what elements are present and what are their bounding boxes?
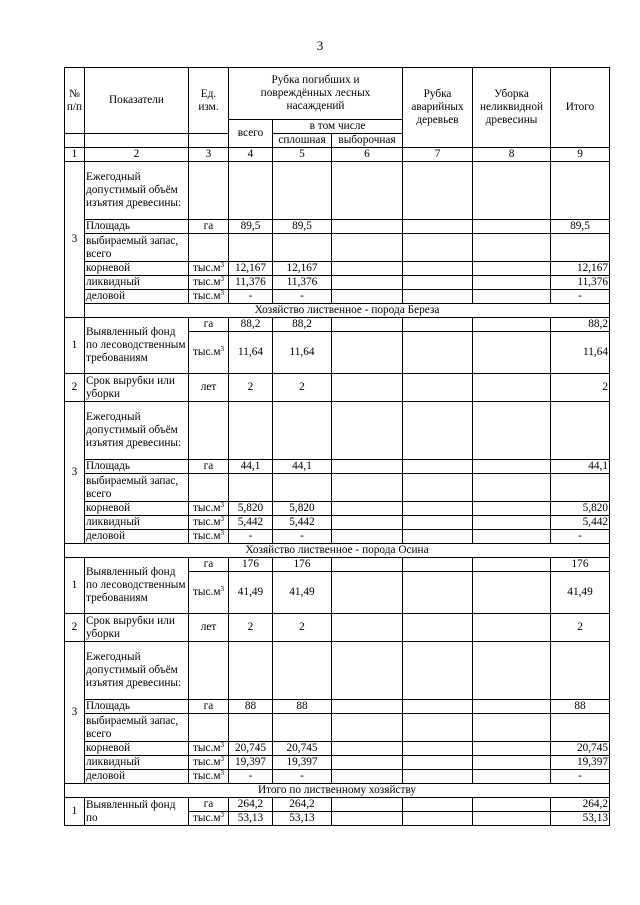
header-emergency: Рубка аварийных деревьев — [403, 68, 473, 148]
liquid-label: ликвидный — [85, 756, 189, 770]
table-row — [65, 742, 610, 756]
unit-m3: $тыс.м^3$ — [189, 770, 229, 784]
cell-total: 176 — [229, 558, 273, 572]
cell-clear: 88,2 — [273, 318, 332, 332]
cell-clear: - — [273, 770, 332, 784]
table-row — [65, 798, 610, 812]
area-label: Площадь — [85, 220, 189, 234]
cell-clear: 176 — [273, 558, 332, 572]
table-row — [65, 756, 610, 770]
cell-clear: 2 — [273, 614, 332, 642]
cell-itogo: 89,5 — [551, 220, 610, 234]
header-including: в том числе — [273, 120, 403, 134]
row-num: 2 — [65, 374, 85, 402]
unit-m3: $тыс.м^3$ — [189, 276, 229, 290]
table-row — [65, 530, 610, 544]
cell-itogo: - — [551, 770, 610, 784]
cell-itogo: 20,745 — [551, 742, 610, 756]
header-felling-dead: Рубка погибших и повреждённых лесных насаждений — [229, 68, 403, 120]
root-label: корневой — [85, 262, 189, 276]
table-row — [65, 262, 610, 276]
cell-total: 53,13 — [229, 812, 273, 826]
cell-itogo: 88 — [551, 700, 610, 714]
stock-label: выбираемый запас, всего — [85, 234, 189, 262]
section-title-aspen: Хозяйство лиственное - порода Осина — [65, 544, 610, 558]
cell-total: 88 — [229, 700, 273, 714]
unit-m3: $тыс.м^3$ — [189, 290, 229, 304]
table-row — [65, 516, 610, 530]
table-row — [65, 558, 610, 572]
cell-clear: - — [273, 530, 332, 544]
cell-total: 12,167 — [229, 262, 273, 276]
cell-clear: 89,5 — [273, 220, 332, 234]
col-number: 3 — [189, 148, 229, 162]
unit-m3: $тыс.м^3$ — [189, 332, 229, 374]
row-num: 3 — [65, 402, 85, 544]
cell-clear: 2 — [273, 374, 332, 402]
stock-label: выбираемый запас, всего — [85, 474, 189, 502]
col-number: 9 — [551, 148, 610, 162]
cell-clear: 53,13 — [273, 812, 332, 826]
table-row — [65, 374, 610, 402]
header-unit-blank — [189, 134, 229, 148]
table-row — [65, 220, 610, 234]
page-number: 3 — [316, 38, 324, 53]
header-indicators-blank — [85, 134, 189, 148]
cell-total: - — [229, 770, 273, 784]
header-unit: Ед. изм. — [189, 68, 229, 134]
cell-itogo: 264,2 — [551, 798, 610, 812]
annual-label: Ежегодный допустимый объём изъятия древесины: — [85, 162, 189, 220]
cell-itogo: 12,167 — [551, 262, 610, 276]
row-num: 1 — [65, 558, 85, 614]
cell-total: - — [229, 290, 273, 304]
area-label: Площадь — [85, 460, 189, 474]
header-total: всего — [229, 120, 273, 148]
felling-table — [64, 67, 610, 826]
cell-itogo: 176 — [551, 558, 610, 572]
cell-clear: 20,745 — [273, 742, 332, 756]
cell-itogo: 53,13 — [551, 812, 610, 826]
cell-itogo: - — [551, 290, 610, 304]
unit-ha: га — [189, 318, 229, 332]
cell-itogo: 19,397 — [551, 756, 610, 770]
cell-itogo: 44,1 — [551, 460, 610, 474]
cell-clear: 5,442 — [273, 516, 332, 530]
section-title-total: Итого по лиственному хозяйству — [65, 784, 610, 798]
cell-total: 5,820 — [229, 502, 273, 516]
business-label: деловой — [85, 530, 189, 544]
cell-total: 41,49 — [229, 572, 273, 614]
cell-clear: 88 — [273, 700, 332, 714]
fund-label: Выявленный фонд по лесоводственным требованиям — [85, 558, 189, 614]
term-label: Срок вырубки или уборки — [85, 374, 189, 402]
term-label: Срок вырубки или уборки — [85, 614, 189, 642]
unit-m3: $тыс.м^3$ — [189, 516, 229, 530]
liquid-label: ликвидный — [85, 276, 189, 290]
unit-ha: га — [189, 558, 229, 572]
cell-itogo: 88,2 — [551, 318, 610, 332]
cell-total: 88,2 — [229, 318, 273, 332]
annual-label: Ежегодный допустимый объём изъятия древесины: — [85, 642, 189, 700]
cell-itogo: 5,442 — [551, 516, 610, 530]
cell-clear: 44,1 — [273, 460, 332, 474]
cell-itogo: 5,820 — [551, 502, 610, 516]
unit-m3: $тыс.м^3$ — [189, 502, 229, 516]
cell-clear: 11,64 — [273, 332, 332, 374]
col-number: 1 — [65, 148, 85, 162]
row-num: 2 — [65, 614, 85, 642]
liquid-label: ликвидный — [85, 516, 189, 530]
root-label: корневой — [85, 502, 189, 516]
unit-m3: $тыс.м^3$ — [189, 262, 229, 276]
col-number: 6 — [332, 148, 403, 162]
header-itogo: Итого — [551, 68, 610, 148]
col-number: 8 — [473, 148, 551, 162]
cell-itogo: 2 — [551, 374, 610, 402]
header-clear: сплошная — [273, 134, 332, 148]
cell-clear: 12,167 — [273, 262, 332, 276]
cell-clear: - — [273, 290, 332, 304]
header-num: № п/п — [65, 68, 85, 134]
table-row — [65, 290, 610, 304]
cell-total: 2 — [229, 374, 273, 402]
table-row — [65, 700, 610, 714]
header-num-blank — [65, 134, 85, 148]
col-number: 5 — [273, 148, 332, 162]
column-number-row — [65, 148, 610, 162]
header-indicators: Показатели — [85, 68, 189, 134]
unit-ha: га — [189, 220, 229, 234]
business-label: деловой — [85, 770, 189, 784]
cell-total: - — [229, 530, 273, 544]
header-selective: выборочная — [332, 134, 403, 148]
cell-total: 2 — [229, 614, 273, 642]
table-row — [65, 276, 610, 290]
table-row — [65, 770, 610, 784]
cell-clear: 41,49 — [273, 572, 332, 614]
cell-clear: 19,397 — [273, 756, 332, 770]
table-row — [65, 614, 610, 642]
cell-clear: 11,376 — [273, 276, 332, 290]
col-number: 7 — [403, 148, 473, 162]
unit-years: лет — [189, 614, 229, 642]
cell-clear: 264,2 — [273, 798, 332, 812]
section-title-birch: Хозяйство лиственное - порода Береза — [85, 304, 610, 318]
unit-ha: га — [189, 798, 229, 812]
unit-ha: га — [189, 460, 229, 474]
cell-itogo: 41,49 — [551, 572, 610, 614]
cell-total: 11,376 — [229, 276, 273, 290]
cell-total: 44,1 — [229, 460, 273, 474]
unit-m3: $тыс.м^3$ — [189, 756, 229, 770]
business-label: деловой — [85, 290, 189, 304]
cell-clear: 5,820 — [273, 502, 332, 516]
unit-m3: $тыс.м^3$ — [189, 812, 229, 826]
cell-total: 20,745 — [229, 742, 273, 756]
cell-itogo: 11,64 — [551, 332, 610, 374]
area-label: Площадь — [85, 700, 189, 714]
cell-itogo: - — [551, 530, 610, 544]
cell-total: 89,5 — [229, 220, 273, 234]
annual-label: Ежегодный допустимый объём изъятия древесины: — [85, 402, 189, 460]
fund-label: Выявленный фонд по лесоводственным требованиям — [85, 318, 189, 374]
table-row — [65, 318, 610, 332]
unit-m3: $тыс.м^3$ — [189, 742, 229, 756]
col-number: 4 — [229, 148, 273, 162]
cell-total: 5,442 — [229, 516, 273, 530]
table-row — [65, 502, 610, 516]
row-num: 1 — [65, 318, 85, 374]
cell-total: 19,397 — [229, 756, 273, 770]
root-label: корневой — [85, 742, 189, 756]
row-num: 1 — [65, 798, 85, 826]
unit-years: лет — [189, 374, 229, 402]
cell-total: 11,64 — [229, 332, 273, 374]
unit-m3: $тыс.м^3$ — [189, 530, 229, 544]
row-num: 3 — [65, 162, 85, 318]
col-number: 2 — [85, 148, 189, 162]
cell-total: 264,2 — [229, 798, 273, 812]
header-illiquid: Уборка неликвидной древесины — [473, 68, 551, 148]
table-row — [65, 460, 610, 474]
cell-itogo: 11,376 — [551, 276, 610, 290]
unit-m3: $тыс.м^3$ — [189, 572, 229, 614]
row-num: 3 — [65, 642, 85, 784]
unit-ha: га — [189, 700, 229, 714]
stock-label: выбираемый запас, всего — [85, 714, 189, 742]
cell-itogo: 2 — [551, 614, 610, 642]
fund-label: Выявленный фонд по — [85, 798, 189, 826]
